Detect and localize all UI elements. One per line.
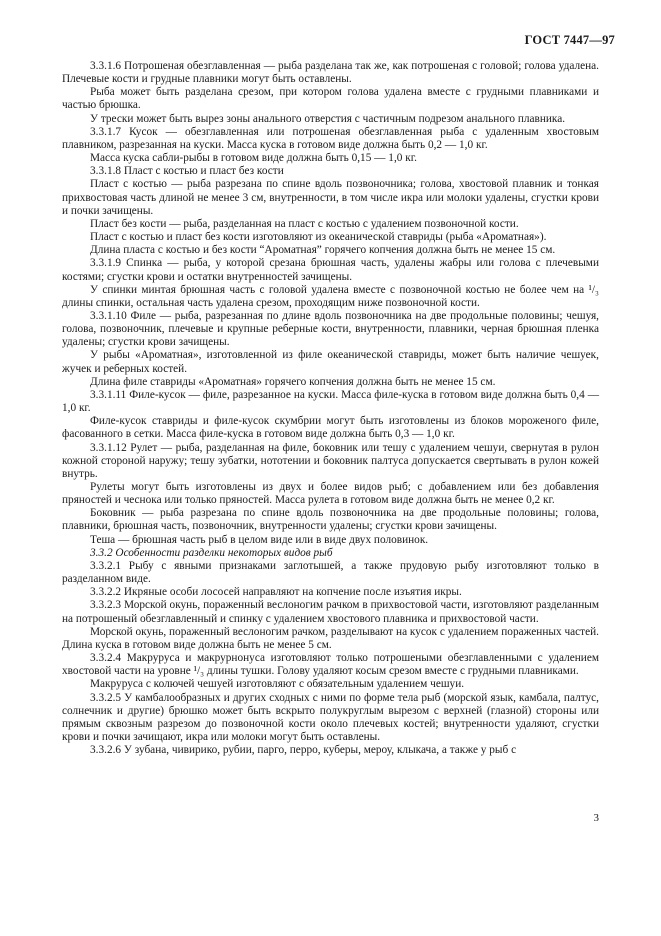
paragraph: Макруруса с колючей чешуей изготовляют с обязательным удалением чешуи. xyxy=(90,678,465,691)
paragraph: 3.3.1.8 Пласт с костью и пласт без кости xyxy=(90,165,284,178)
paragraph: У трески может быть вырез зоны анального отверстия с частичным подрезом анального плавника. xyxy=(90,112,566,125)
paragraph: Масса куска сабли-рыбы в готовом виде должна быть 0,15 — 1,0 кг. xyxy=(90,152,417,165)
paragraph: 3.3.2.1 Рыбу с явными признаками заглотышей, а также прудовую рыбу изготовляют только в разделанном виде. xyxy=(62,559,599,586)
paragraph: 3.3.1.7 Кусок — обезглавленная или потрошеная обезглавленная рыба с удаленным хвостовым плавником, разрезанная на куски. Масса куска в готовом виде должна быть 0,2 — 1,0 кг. xyxy=(62,125,599,151)
paragraph: Морской окунь, пораженный веслоногим рачком, разделывают на кусок с удалением пораженных частей. Длина куска в готовом виде должна быть не менее 5 см. xyxy=(62,625,599,651)
paragraph: Рыба может быть разделана срезом, при котором голова удалена вместе с грудными плавниками и частью брюшка. xyxy=(62,86,599,112)
paragraph: Пласт с костью — рыба разрезана по спине вдоль позвоночника; голова, хвостовой плавник и тонкая прихвостовая часть длиной не менее 3 см, внутренности, в том числе икра или молоки удалены, сгустки крови и почки зачищены. xyxy=(62,178,599,217)
paragraph: У рыбы «Ароматная», изготовленной из филе океанической ставриды, может быть наличие чешуек, жучек и реберных костей. xyxy=(62,349,599,375)
paragraph: Длина пласта с костью и без кости “Ароматная” горячего копчения должна быть не менее 15 см. xyxy=(90,244,556,257)
paragraph: Длина филе ставриды «Ароматная» горячего копчения должна быть не менее 15 см. xyxy=(90,375,496,388)
paragraph: 3.3.2.6 У зубана, чивирико, рубии, парго, перро, куберы, мероу, клыкача, а также у рыб с xyxy=(90,744,517,757)
paragraph: Теша — брюшная часть рыб в целом виде или в виде двух половинок. xyxy=(90,533,429,546)
paragraph: Боковник — рыба разрезана по спине вдоль позвоночника на две продольные половины; голова, плавники, брюшная часть, позвоночник, внутренности удалены; сгустки крови зачищены. xyxy=(62,507,599,533)
paragraph: 3.3.1.9 Спинка — рыба, у которой срезана брюшная часть, удалены жабры или голова с плечевыми костями; сгустки крови и остатки внутренностей зачищены. xyxy=(62,257,599,283)
paragraph: 3.3.1.11 Филе-кусок — филе, разрезанное на куски. Масса филе-куска в готовом виде должна быть 0,4 — 1,0 кг. xyxy=(62,388,599,415)
paragraph: 3.3.2.4 Макруруса и макрурнонуса изготовляют только потрошеными обезглавленными с удалением хвостовой части на уровне ¹/₃ длины тушки. Голову удаляют косым срезом вместе с грудными плавниками. xyxy=(62,652,599,678)
paragraph: 3.3.2.5 У камбалообразных и других сходных с ними по форме тела рыб (морской язык, камбала, палтус, солнечник и другие) брюшко может быть вскрыто полукруглым вырезом с верхней (глазной) стороны или прямым сквозным разрезом до позвоночной кости около плечевых костей; внутренности удаляют, сгустки крови и почки зачищают, икра или молоки могут быть оставлены. xyxy=(62,691,599,743)
paragraph: 3.3.1.10 Филе — рыба, разрезанная по длине вдоль позвоночника на две продольные половины; чешуя, голова, позвоночник, плечевые и крупные реберные кости, внутренности, плавники, черная брюшная пленка удалены; сгустки крови зачищены. xyxy=(62,309,599,349)
paragraph: 3.3.2.2 Икряные особи лососей направляют на копчение после изъятия икры. xyxy=(90,586,462,599)
section-heading: 3.3.2 Особенности разделки некоторых видов рыб xyxy=(90,546,333,559)
paragraph: 3.3.1.6 Потрошеная обезглавленная — рыба разделана так же, как потрошеная с головой; голова удалена. Плечевые кости и грудные плавники могут быть оставлены. xyxy=(62,60,599,86)
paragraph: Пласт без кости — рыба, разделанная на пласт с костью с удалением позвоночной кости. xyxy=(90,217,519,230)
paragraph: Рулеты могут быть изготовлены из двух и более видов рыб; с добавлением или без добавления пряностей и чеснока или только пряностей. Масса рулета в готовом виде должна быть не менее 0,2 кг. xyxy=(62,481,599,507)
paragraph: 3.3.1.12 Рулет — рыба, разделанная на филе, боковник или тешу с удалением чешуи, свернутая в рулон кожной стороной наружу; тешу зубатки, нототении и боковник палтуса допускается свертывать в рулон кожей внутрь. xyxy=(62,441,599,480)
body-text xyxy=(62,60,599,757)
paragraph: Пласт с костью и пласт без кости изготовляют из океанической ставриды (рыба «Ароматная»). xyxy=(90,231,547,244)
page-number: 3 xyxy=(593,812,599,824)
paragraph: 3.3.2.3 Морской окунь, пораженный веслоногим рачком в прихвостовой части, изготовляют разделанным на потрошеный обезглавленный и спинку с удалением хвостового плавника и прихвостовой части. xyxy=(62,599,599,625)
standard-header: ГОСТ 7447—97 xyxy=(524,33,615,47)
paragraph: Филе-кусок ставриды и филе-кусок скумбрии могут быть изготовлены из блоков мороженого филе, фасованного в сетки. Масса филе-куска в готовом виде должна быть 0,3 — 1,0 кг. xyxy=(62,415,599,441)
paragraph: У спинки минтая брюшная часть с головой удалена вместе с позвоночной костью не более чем на ¹/₃ длины спинки, остальная часть удалена срезом, проходящим ниже позвоночной кости. xyxy=(62,283,599,309)
